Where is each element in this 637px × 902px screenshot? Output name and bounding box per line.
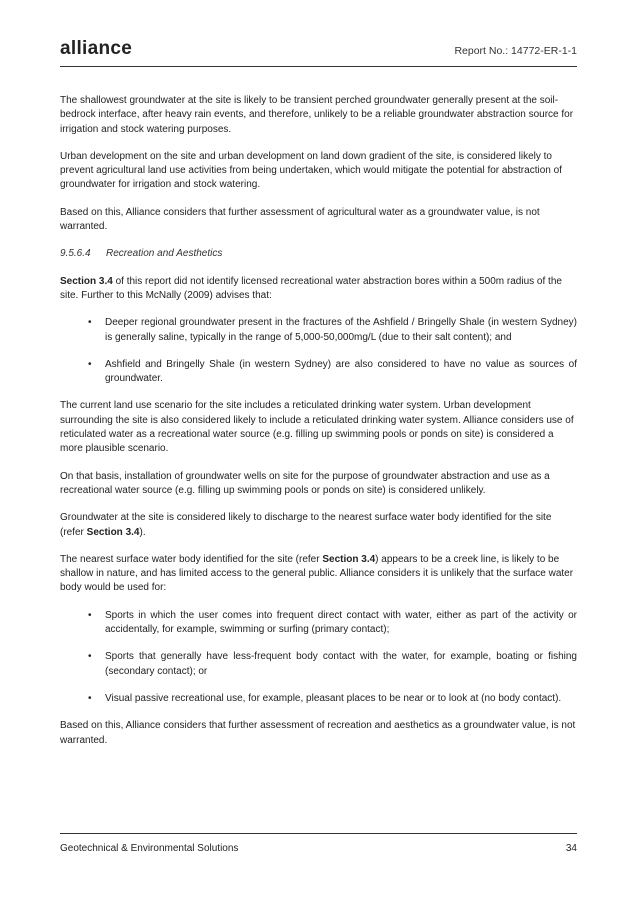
paragraph: On that basis, installation of groundwater wells on site for the purpose of groundwater abstraction and use as a recreational water source (e.g. filling up swimming pools or ponds on site) is considered unlikely. [60, 470, 550, 496]
list-item: • Deeper regional groundwater present in the fractures of the Ashfield / Bringelly Shale (in western Sydney) is generally saline, typically in the range of 5,000-50,000mg/L (due to their salt content); and [88, 317, 577, 343]
paragraph: Based on this, Alliance considers that further assessment of agricultural water as a groundwater value, is not warranted. [60, 206, 540, 233]
bullet-icon: • [88, 609, 92, 621]
paragraph: Groundwater at the site is considered likely to discharge to the nearest surface water body identified for the site (refer Section 3.4). [60, 512, 552, 538]
paragraph: Based on this, Alliance considers that further assessment of recreation and aesthetics as a groundwater value, is not warranted. [60, 720, 576, 746]
paragraph: Section 3.4 of this report did not identify licensed recreational water abstraction bores within a 500m radius of the site. Further to this McNally (2009) advises that: [60, 275, 562, 301]
header-divider [60, 66, 577, 67]
paragraph: The nearest surface water body identified for the site (refer Section 3.4) appears to be a creek line, is likely to be shallow in nature, and has limited access to the general public. Alliance considers it is unlikely that the surface water body would be used for: [60, 553, 574, 594]
bullet-list [60, 609, 577, 706]
document-body [60, 94, 577, 761]
report-number: Report No.: 14772-ER-1-1 [454, 45, 577, 57]
bullet-icon: • [88, 651, 92, 663]
section-heading [60, 247, 577, 261]
bullet-icon: • [88, 692, 92, 704]
section-reference: Section 3.4 [60, 275, 113, 287]
page-number: 34 [565, 843, 577, 854]
list-item: • Visual passive recreational use, for example, pleasant places to be near or to look at (no body contact). [60, 692, 577, 706]
bullet-icon: • [88, 358, 92, 370]
section-reference: Section 3.4 [86, 526, 140, 538]
list-item: • Sports in which the user comes into frequent direct contact with water, either as part of the activity or accidentally, for example, swimming or surfing (primary contact); [88, 609, 577, 636]
paragraph: The current land use scenario for the site includes a reticulated drinking water system. Urban development surrounding the site is also considered likely to include a reticulated drinking water system. Alliance considers use of reticulated water as a recreational water source (e.g. filling up swimming pools or ponds on site) is considered a more plausible scenario. [60, 400, 574, 455]
paragraph: The shallowest groundwater at the site is likely to be transient perched groundwater generally present at the soil-bedrock interface, after heavy rain events, and therefore, unlikely to be a reliable groundwater abstraction source for irrigation and stock watering purposes. [60, 95, 574, 135]
bullet-list [60, 316, 577, 386]
paragraph: Urban development on the site and urban development on land down gradient of the site, is considered likely to prevent agricultural land use activities from being undertaken, which would mitigate the potential for abstraction of groundwater for irrigation and stock watering. [60, 150, 562, 191]
alliance-logo: alliance [60, 38, 133, 59]
list-item: • Sports that generally have less-frequent body contact with the water, for example, boating or fishing (secondary contact); or [88, 651, 577, 677]
page-header [60, 38, 577, 64]
section-number: 9.5.6.4 [60, 248, 91, 260]
section-reference: Section 3.4 [322, 553, 376, 565]
bullet-icon: • [88, 317, 92, 329]
footer-divider [60, 833, 577, 834]
list-item: • Ashfield and Bringelly Shale (in western Sydney) are also considered to have no value as sources of groundwater. [88, 358, 577, 385]
section-title: Recreation and Aesthetics [106, 248, 223, 260]
footer-company: Geotechnical & Environmental Solutions [60, 843, 239, 854]
